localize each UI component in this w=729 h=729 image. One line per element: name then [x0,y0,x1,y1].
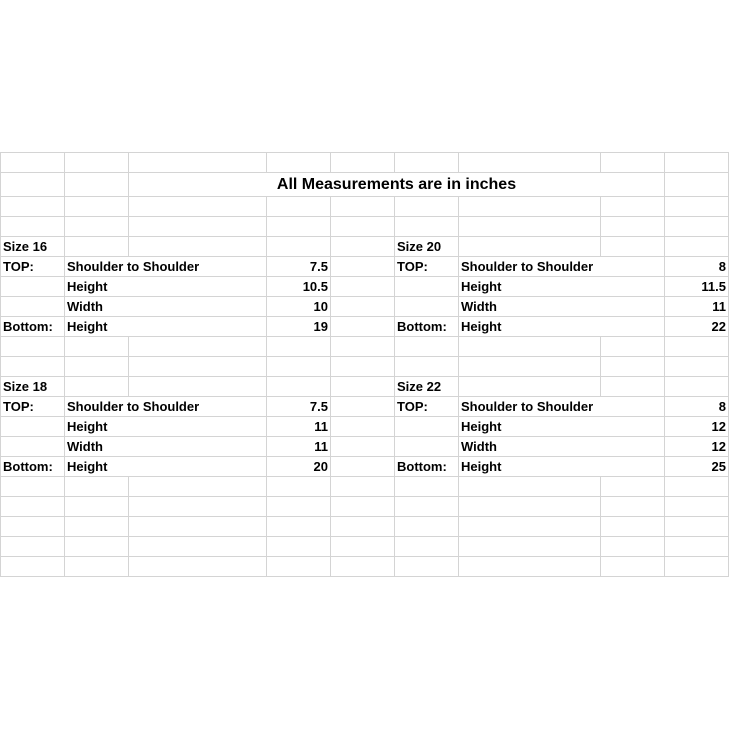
cell[interactable] [129,197,267,217]
width-label[interactable]: Width [459,437,665,457]
cell[interactable] [601,377,665,397]
size-22-label[interactable]: Size 22 [395,377,459,397]
size-18-width-value[interactable]: 11 [267,437,331,457]
cell[interactable] [331,337,395,357]
cell[interactable] [65,537,129,557]
cell[interactable] [459,153,601,173]
cell[interactable] [65,217,129,237]
size-16-label[interactable]: Size 16 [1,237,65,257]
cell[interactable] [601,237,665,257]
size-20-width-value[interactable]: 11 [665,297,729,317]
cell[interactable] [129,337,267,357]
cell[interactable] [459,557,601,577]
cell[interactable] [331,257,395,277]
bottom-label[interactable]: Bottom: [1,317,65,337]
cell[interactable] [129,377,267,397]
bottom-label[interactable]: Bottom: [1,457,65,477]
sheet-row [1,237,729,257]
cell[interactable] [331,317,395,337]
sheet-row [1,497,729,517]
cell[interactable] [65,377,129,397]
cell[interactable] [1,557,65,577]
cell[interactable] [129,557,267,577]
size-18-shoulder-value[interactable]: 7.5 [267,397,331,417]
cell[interactable] [601,217,665,237]
cell[interactable] [267,537,331,557]
cell[interactable] [129,153,267,173]
cell[interactable] [665,537,729,557]
sheet-row [1,377,729,397]
cell[interactable] [601,153,665,173]
cell[interactable] [65,197,129,217]
sheet-row [1,317,729,337]
cell[interactable] [395,337,459,357]
cell[interactable] [1,477,65,497]
cell[interactable] [129,217,267,237]
size-22-width-value[interactable]: 12 [665,437,729,457]
cell[interactable] [395,537,459,557]
width-label[interactable]: Width [459,297,665,317]
cell[interactable] [665,517,729,537]
sheet-row [1,217,729,237]
cell[interactable] [1,497,65,517]
height-label[interactable]: Height [65,277,267,297]
cell[interactable] [601,357,665,377]
bottom-height-label[interactable]: Height [65,317,267,337]
cell[interactable] [459,477,601,497]
cell[interactable] [65,337,129,357]
cell[interactable] [1,297,65,317]
cell[interactable] [459,537,601,557]
cell[interactable] [395,153,459,173]
shoulder-label[interactable]: Shoulder to Shoulder [459,257,665,277]
top-label[interactable]: TOP: [1,397,65,417]
size-22-bottom-height-value[interactable]: 25 [665,457,729,477]
cell[interactable] [267,237,331,257]
cell[interactable] [331,197,395,217]
cell[interactable] [331,477,395,497]
sheet-row [1,337,729,357]
bottom-height-label[interactable]: Height [459,317,665,337]
cell[interactable] [459,377,601,397]
cell[interactable] [601,197,665,217]
cell[interactable] [1,217,65,237]
cell[interactable] [395,197,459,217]
cell[interactable] [601,337,665,357]
cell[interactable] [665,357,729,377]
sheet-row [1,437,729,457]
cell[interactable] [459,497,601,517]
cell[interactable] [1,417,65,437]
spreadsheet-grid [0,152,729,577]
cell[interactable] [129,357,267,377]
width-label[interactable]: Width [65,297,267,317]
cell[interactable] [267,517,331,537]
cell[interactable] [459,237,601,257]
cell[interactable] [129,537,267,557]
cell[interactable] [65,357,129,377]
shoulder-label[interactable]: Shoulder to Shoulder [65,397,267,417]
cell[interactable] [459,517,601,537]
cell[interactable] [331,217,395,237]
sheet-row [1,197,729,217]
cell[interactable] [65,173,129,197]
cell[interactable] [601,477,665,497]
cell[interactable] [459,337,601,357]
cell[interactable] [601,517,665,537]
height-label[interactable]: Height [65,417,267,437]
cell[interactable] [331,153,395,173]
cell[interactable] [665,557,729,577]
cell[interactable] [395,437,459,457]
cell[interactable] [395,297,459,317]
cell[interactable] [395,477,459,497]
sheet-row [1,477,729,497]
cell[interactable] [331,397,395,417]
cell[interactable] [665,497,729,517]
size-18-bottom-height-value[interactable]: 20 [267,457,331,477]
cell[interactable] [331,497,395,517]
cell[interactable] [129,477,267,497]
cell[interactable] [267,497,331,517]
sheet-row [1,457,729,477]
cell[interactable] [331,237,395,257]
size-20-shoulder-value[interactable]: 8 [665,257,729,277]
cell[interactable] [267,557,331,577]
cell[interactable] [65,477,129,497]
cell[interactable] [65,153,129,173]
cell[interactable] [331,277,395,297]
shoulder-label[interactable]: Shoulder to Shoulder [65,257,267,277]
cell[interactable] [267,337,331,357]
cell[interactable] [601,497,665,517]
cell[interactable] [395,497,459,517]
size-16-height-value[interactable]: 10.5 [267,277,331,297]
cell[interactable] [331,377,395,397]
cell[interactable] [395,517,459,537]
cell[interactable] [65,517,129,537]
cell[interactable] [129,517,267,537]
sheet-row [1,357,729,377]
cell[interactable] [331,517,395,537]
sheet-row [1,173,729,197]
sheet-row [1,537,729,557]
cell[interactable] [1,337,65,357]
cell[interactable] [665,217,729,237]
size-16-bottom-height-value[interactable]: 19 [267,317,331,337]
page-title[interactable]: All Measurements are in inches [129,173,665,197]
cell[interactable] [1,153,65,173]
height-label[interactable]: Height [459,277,665,297]
cell[interactable] [1,277,65,297]
cell[interactable] [331,417,395,437]
cell[interactable] [395,357,459,377]
cell[interactable] [601,537,665,557]
size-20-bottom-height-value[interactable]: 22 [665,317,729,337]
cell[interactable] [65,497,129,517]
cell[interactable] [267,153,331,173]
cell[interactable] [395,277,459,297]
cell[interactable] [395,557,459,577]
cell[interactable] [665,337,729,357]
cell[interactable] [665,173,729,197]
sheet-row [1,257,729,277]
cell[interactable] [1,537,65,557]
size-22-shoulder-value[interactable]: 8 [665,397,729,417]
sheet-row [1,277,729,297]
cell[interactable] [331,557,395,577]
top-label[interactable]: TOP: [395,397,459,417]
size-16-width-value[interactable]: 10 [267,297,331,317]
cell[interactable] [459,357,601,377]
cell[interactable] [129,237,267,257]
size-20-label[interactable]: Size 20 [395,237,459,257]
cell[interactable] [459,217,601,237]
cell[interactable] [395,417,459,437]
cell[interactable] [665,377,729,397]
cell[interactable] [129,497,267,517]
width-label[interactable]: Width [65,437,267,457]
cell[interactable] [665,153,729,173]
cell[interactable] [665,237,729,257]
size-22-height-value[interactable]: 12 [665,417,729,437]
cell[interactable] [1,173,65,197]
cell[interactable] [65,557,129,577]
cell[interactable] [267,357,331,377]
cell[interactable] [601,557,665,577]
size-20-height-value[interactable]: 11.5 [665,277,729,297]
height-label[interactable]: Height [459,417,665,437]
cell[interactable] [65,237,129,257]
cell[interactable] [331,357,395,377]
top-label[interactable]: TOP: [1,257,65,277]
sheet-row [1,557,729,577]
cell[interactable] [267,377,331,397]
cell[interactable] [665,197,729,217]
cell[interactable] [1,197,65,217]
sheet-row [1,153,729,173]
top-label[interactable]: TOP: [395,257,459,277]
cell[interactable] [267,217,331,237]
cell[interactable] [331,457,395,477]
sheet-row [1,297,729,317]
cell[interactable] [395,217,459,237]
size-16-shoulder-value[interactable]: 7.5 [267,257,331,277]
shoulder-label[interactable]: Shoulder to Shoulder [459,397,665,417]
cell[interactable] [1,357,65,377]
cell[interactable] [331,437,395,457]
bottom-label[interactable]: Bottom: [395,457,459,477]
sheet-row [1,517,729,537]
bottom-height-label[interactable]: Height [459,457,665,477]
bottom-height-label[interactable]: Height [65,457,267,477]
size-18-height-value[interactable]: 11 [267,417,331,437]
cell[interactable] [267,477,331,497]
cell[interactable] [1,517,65,537]
cell[interactable] [267,197,331,217]
cell[interactable] [331,537,395,557]
cell[interactable] [459,197,601,217]
cell[interactable] [665,477,729,497]
sheet-row [1,397,729,417]
cell[interactable] [1,437,65,457]
sheet-row [1,417,729,437]
cell[interactable] [331,297,395,317]
bottom-label[interactable]: Bottom: [395,317,459,337]
size-18-label[interactable]: Size 18 [1,377,65,397]
